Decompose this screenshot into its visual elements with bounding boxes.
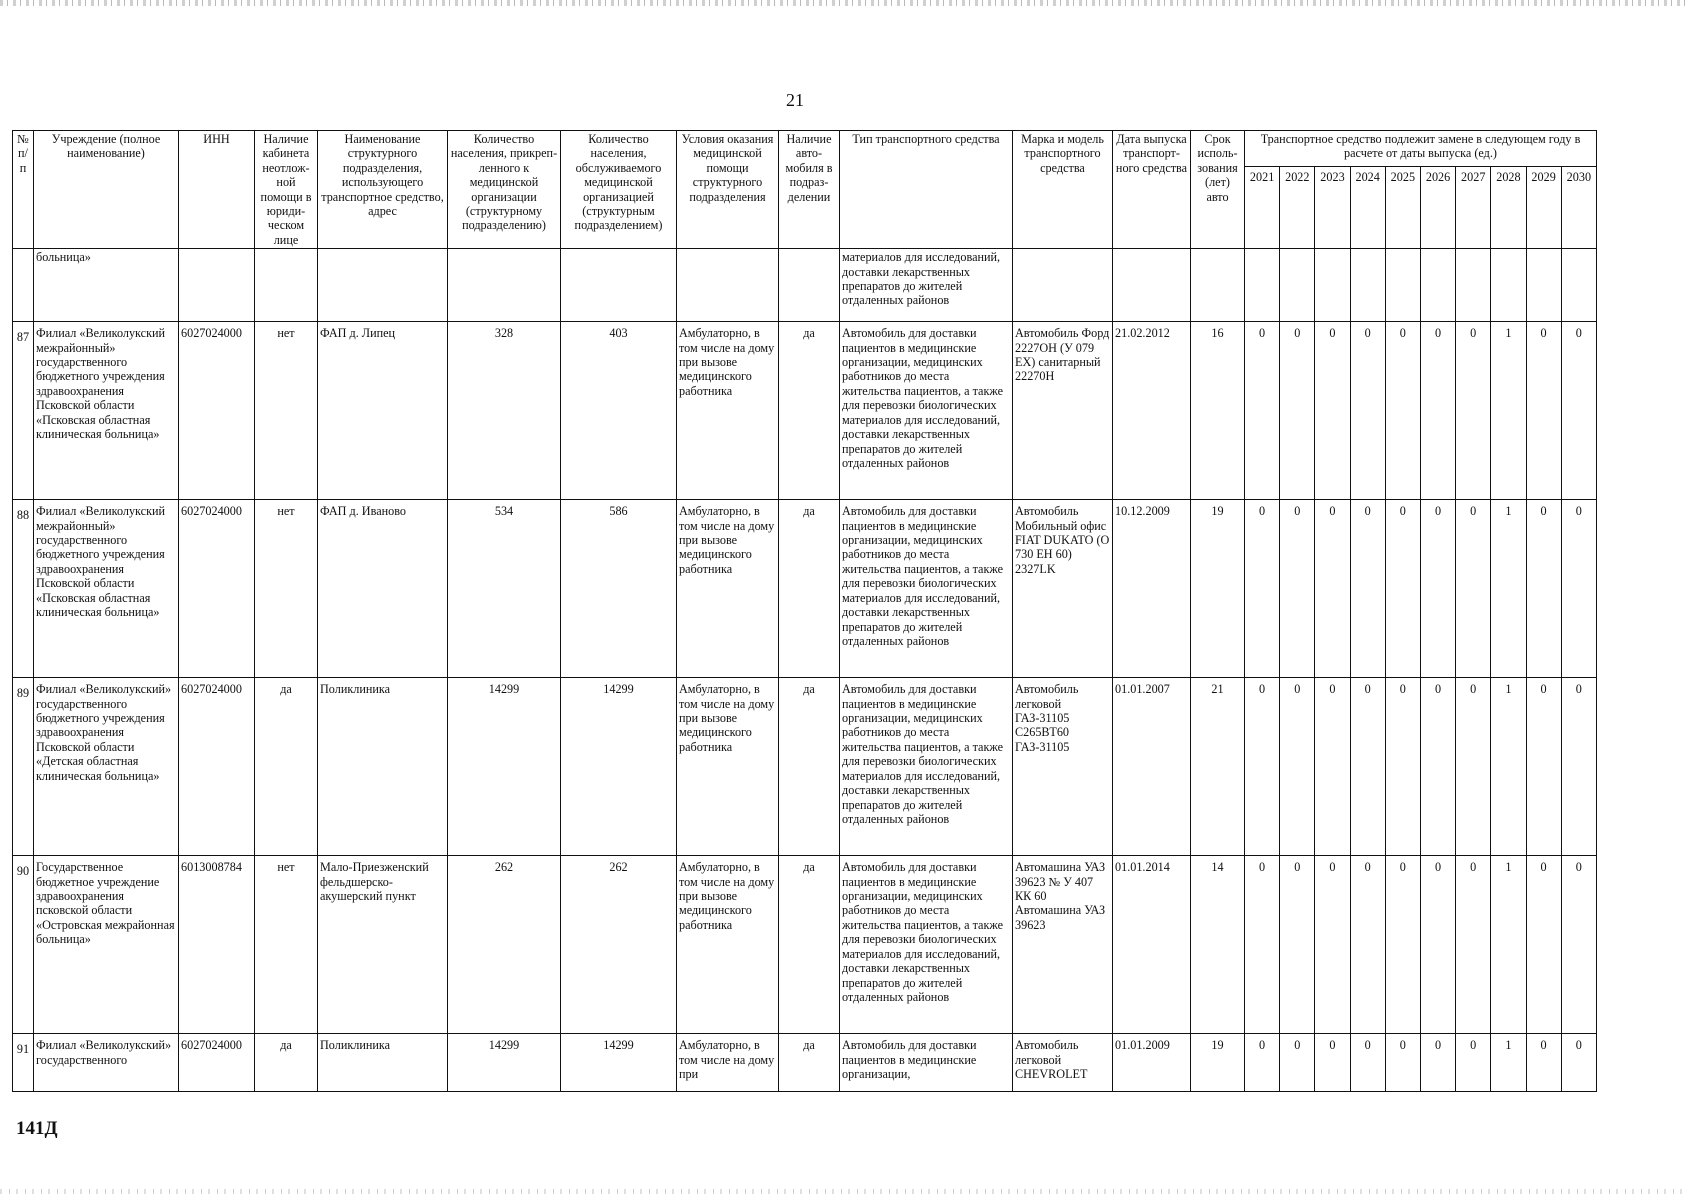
col-replacement: Транспортное средство подлежит замене в следующем году в расчете от даты выпуска (ед.) <box>1245 131 1597 167</box>
cell-vehicle-type: Автомобиль для доставки пациентов в медицинские организации, <box>840 1034 1013 1092</box>
cell-institution: Филиал «Великолукский межрайонный» государственного бюджетного учреждения здравоохранения Псковской области «Псковская областная клиническая больница» <box>34 500 179 678</box>
page-number: 21 <box>786 90 804 110</box>
cell-year-2021: 0 <box>1245 678 1280 856</box>
col-pop-attached: Количество населения, прикреп-ленного к медицинской организации (структурному подразделению) <box>448 131 561 249</box>
cell-conditions: Амбулаторно, в том числе на дому при вызове медицинского работника <box>677 500 779 678</box>
col-brand: Марка и модель транспортного средства <box>1013 131 1113 249</box>
cell-institution: Филиал «Великолукский межрайонный» государственного бюджетного учреждения здравоохранения Псковской области «Псковская областная клиническая больница» <box>34 322 179 500</box>
cell-division: Поликлиника <box>318 1034 448 1092</box>
cell-pop-served: 403 <box>561 322 677 500</box>
cell-year-2028: 1 <box>1491 678 1526 856</box>
cell-year-2022: 0 <box>1280 1034 1315 1092</box>
cell-cabinet: нет <box>255 322 318 500</box>
cell-conditions: Амбулаторно, в том числе на дому при вызове медицинского работника <box>677 678 779 856</box>
cell-inn: 6027024000 <box>179 322 255 500</box>
year-header: 2021 <box>1245 167 1280 249</box>
cell-year-2025: 0 <box>1385 678 1420 856</box>
cell-term: 19 <box>1191 1034 1245 1092</box>
cell-year-2029: 0 <box>1526 1034 1561 1092</box>
cell-institution: больница» <box>34 249 179 322</box>
col-num: № п/п <box>13 131 34 249</box>
cell-institution: Государственное бюджетное учреждение здравоохранения псковской области «Островская межрайонная больница» <box>34 856 179 1034</box>
cell-pop-served: 262 <box>561 856 677 1034</box>
cell-has-car: да <box>779 678 840 856</box>
scan-edge-top <box>0 0 1686 6</box>
cell-year-2025: 0 <box>1385 500 1420 678</box>
cell-year-2027: 0 <box>1456 678 1491 856</box>
cell-release-date <box>1113 249 1191 322</box>
year-header: 2026 <box>1420 167 1455 249</box>
cell-brand: Автомобиль легковой CHEVROLET <box>1013 1034 1113 1092</box>
col-institution: Учреждение (полное наименование) <box>34 131 179 249</box>
cell-year-2029: 0 <box>1526 678 1561 856</box>
cell-vehicle-type: Автомобиль для доставки пациентов в медицинские организации, медицинских работников до места жительства пациентов, а также для перевозки биологических материалов для исследований, доставки лекарственных препаратов до жителей отдаленных районов <box>840 678 1013 856</box>
cell-term: 21 <box>1191 678 1245 856</box>
cell-year-2030: 0 <box>1561 322 1596 500</box>
cell-year-2026: 0 <box>1420 1034 1455 1092</box>
cell-pop-served: 14299 <box>561 1034 677 1092</box>
cell-year-2029: 0 <box>1526 500 1561 678</box>
cell-division: ФАП д. Липец <box>318 322 448 500</box>
cell-year-2028: 1 <box>1491 500 1526 678</box>
cell-year-2028: 1 <box>1491 1034 1526 1092</box>
cell-pop-attached: 328 <box>448 322 561 500</box>
col-conditions: Условия оказания медицинской помощи структурного подразделения <box>677 131 779 249</box>
cell-cabinet: нет <box>255 500 318 678</box>
cell-conditions: Амбулаторно, в том числе на дому при вызове медицинского работника <box>677 856 779 1034</box>
cell-division: Мало-Приезженский фельдшерско-акушерский пункт <box>318 856 448 1034</box>
table-body <box>13 322 1597 1092</box>
cell-has-car: да <box>779 500 840 678</box>
cell-inn: 6027024000 <box>179 1034 255 1092</box>
year-header: 2022 <box>1280 167 1315 249</box>
year-header: 2024 <box>1350 167 1385 249</box>
cell-year-2028: 1 <box>1491 322 1526 500</box>
cell-year-2023: 0 <box>1315 322 1350 500</box>
cell-year-2022: 0 <box>1280 856 1315 1034</box>
cell-release-date: 10.12.2009 <box>1113 500 1191 678</box>
cell-year-2027: 0 <box>1456 1034 1491 1092</box>
cell-conditions <box>677 249 779 322</box>
cell-year-2030: 0 <box>1561 678 1596 856</box>
cell-year-2029: 0 <box>1526 856 1561 1034</box>
cell-institution: Филиал «Великолукский» государственного бюджетного учреждения здравоохранения Псковской области «Детская областная клиническая больница» <box>34 678 179 856</box>
cell-division: Поликлиника <box>318 678 448 856</box>
scan-edge-bottom <box>0 1189 1686 1194</box>
cell-inn: 6013008784 <box>179 856 255 1034</box>
cell-pop-served: 586 <box>561 500 677 678</box>
cell-pop-attached: 14299 <box>448 1034 561 1092</box>
cell-num <box>13 249 34 322</box>
cell-institution: Филиал «Великолукский» государственного <box>34 1034 179 1092</box>
col-has-car: Наличие авто-мобиля в подраз-делении <box>779 131 840 249</box>
cell-has-car <box>779 249 840 322</box>
cell-release-date: 01.01.2009 <box>1113 1034 1191 1092</box>
cell-term <box>1191 249 1245 322</box>
cell-pop-attached: 534 <box>448 500 561 678</box>
cell-year-2030: 0 <box>1561 500 1596 678</box>
cell-year-2022: 0 <box>1280 322 1315 500</box>
cell-year-2030: 0 <box>1561 856 1596 1034</box>
cell-inn: 6027024000 <box>179 678 255 856</box>
table-row <box>13 678 1597 856</box>
cell-year-2021: 0 <box>1245 500 1280 678</box>
cell-division: ФАП д. Иваново <box>318 500 448 678</box>
cell-cabinet <box>255 249 318 322</box>
cell-year-2023: 0 <box>1315 500 1350 678</box>
cell-vehicle-type: Автомобиль для доставки пациентов в медицинские организации, медицинских работников до места жительства пациентов, а также для перевозки биологических материалов для исследований, доставки лекарственных препаратов до жителей отдаленных районов <box>840 322 1013 500</box>
cell-year-2022: 0 <box>1280 678 1315 856</box>
cell-year-2028: 1 <box>1491 856 1526 1034</box>
cell-year-2026: 0 <box>1420 678 1455 856</box>
cell-vehicle-type: материалов для исследований, доставки лекарственных препаратов до жителей отдаленных районов <box>840 249 1013 322</box>
cell-year-2024: 0 <box>1350 1034 1385 1092</box>
cell-has-car: да <box>779 856 840 1034</box>
cell-brand: Автомобиль Мобильный офис FIAT DUKATO (О 730 ЕН 60) 2327LK <box>1013 500 1113 678</box>
cell-year-2024: 0 <box>1350 500 1385 678</box>
col-pop-served: Количество населения, обслуживаемого медицинской организацией (структурным подразделением) <box>561 131 677 249</box>
cell-inn: 6027024000 <box>179 500 255 678</box>
cell-brand: Автомобиль Форд 2227ОН (У 079 ЕХ) санитарный 22270Н <box>1013 322 1113 500</box>
cell-num: 91 <box>13 1034 34 1092</box>
cell-year-2026: 0 <box>1420 500 1455 678</box>
cell-year-2025: 0 <box>1385 1034 1420 1092</box>
year-header: 2025 <box>1385 167 1420 249</box>
cell-year-2024: 0 <box>1350 322 1385 500</box>
cell-vehicle-type: Автомобиль для доставки пациентов в медицинские организации, медицинских работников до места жительства пациентов, а также для перевозки биологических материалов для исследований, доставки лекарственных препаратов до жителей отдаленных районов <box>840 856 1013 1034</box>
document-code: 141Д <box>16 1118 58 1139</box>
year-header: 2030 <box>1561 167 1596 249</box>
cell-num: 90 <box>13 856 34 1034</box>
cell-cabinet: да <box>255 678 318 856</box>
cell-release-date: 01.01.2007 <box>1113 678 1191 856</box>
cell-year-2026: 0 <box>1420 322 1455 500</box>
year-header: 2028 <box>1491 167 1526 249</box>
cell-pop-served <box>561 249 677 322</box>
table-row <box>13 1034 1597 1092</box>
cell-year-2025: 0 <box>1385 322 1420 500</box>
col-inn: ИНН <box>179 131 255 249</box>
cell-year-2027: 0 <box>1456 322 1491 500</box>
cell-year-2021: 0 <box>1245 1034 1280 1092</box>
continuation-row <box>13 249 1597 322</box>
cell-pop-served: 14299 <box>561 678 677 856</box>
cell-brand: Автомобиль легковой ГАЗ-31105 С265ВТ60 ГАЗ-31105 <box>1013 678 1113 856</box>
cell-inn <box>179 249 255 322</box>
table-row <box>13 322 1597 500</box>
cell-brand <box>1013 249 1113 322</box>
cell-year-2023: 0 <box>1315 856 1350 1034</box>
cell-year-2023: 0 <box>1315 678 1350 856</box>
cell-year-2024: 0 <box>1350 856 1385 1034</box>
cell-vehicle-type: Автомобиль для доставки пациентов в медицинские организации, медицинских работников до места жительства пациентов, а также для перевозки биологических материалов для исследований, доставки лекарственных препаратов до жителей отдаленных районов <box>840 500 1013 678</box>
cell-year-2024: 0 <box>1350 678 1385 856</box>
cell-pop-attached: 14299 <box>448 678 561 856</box>
cell-brand: Автомашина УАЗ 39623 № У 407 КК 60 Автомашина УАЗ 39623 <box>1013 856 1113 1034</box>
table-row <box>13 500 1597 678</box>
cell-year-2021: 0 <box>1245 856 1280 1034</box>
cell-year-2022: 0 <box>1280 500 1315 678</box>
table-row <box>13 856 1597 1034</box>
year-header: 2029 <box>1526 167 1561 249</box>
cell-has-car: да <box>779 1034 840 1092</box>
header-row <box>13 131 1597 167</box>
col-cabinet: Наличие кабинета неотлож-ной помощи в юриди-ческом лице <box>255 131 318 249</box>
cell-has-car: да <box>779 322 840 500</box>
cell-year-2029: 0 <box>1526 322 1561 500</box>
cell-year-2021: 0 <box>1245 322 1280 500</box>
cell-cabinet: да <box>255 1034 318 1092</box>
cell-year-2023: 0 <box>1315 1034 1350 1092</box>
cell-cabinet: нет <box>255 856 318 1034</box>
cell-year-2027: 0 <box>1456 500 1491 678</box>
cell-year-2027: 0 <box>1456 856 1491 1034</box>
col-release-date: Дата выпуска транспорт-ного средства <box>1113 131 1191 249</box>
year-header: 2027 <box>1456 167 1491 249</box>
col-term: Срок исполь-зования (лет) авто <box>1191 131 1245 249</box>
cell-pop-attached <box>448 249 561 322</box>
year-header: 2023 <box>1315 167 1350 249</box>
cell-release-date: 21.02.2012 <box>1113 322 1191 500</box>
cell-division <box>318 249 448 322</box>
cell-pop-attached: 262 <box>448 856 561 1034</box>
cell-num: 87 <box>13 322 34 500</box>
cell-release-date: 01.01.2014 <box>1113 856 1191 1034</box>
cell-year-2030: 0 <box>1561 1034 1596 1092</box>
vehicle-register-table <box>12 130 1597 1092</box>
cell-conditions: Амбулаторно, в том числе на дому при вызове медицинского работника <box>677 322 779 500</box>
cell-term: 14 <box>1191 856 1245 1034</box>
cell-year-2026: 0 <box>1420 856 1455 1034</box>
cell-conditions: Амбулаторно, в том числе на дому при <box>677 1034 779 1092</box>
col-division: Наименование структурного подразделения, использующего транспортное средство, адрес <box>318 131 448 249</box>
col-vehicle-type: Тип транспортного средства <box>840 131 1013 249</box>
cell-num: 88 <box>13 500 34 678</box>
cell-term: 16 <box>1191 322 1245 500</box>
cell-num: 89 <box>13 678 34 856</box>
cell-year-2025: 0 <box>1385 856 1420 1034</box>
cell-term: 19 <box>1191 500 1245 678</box>
